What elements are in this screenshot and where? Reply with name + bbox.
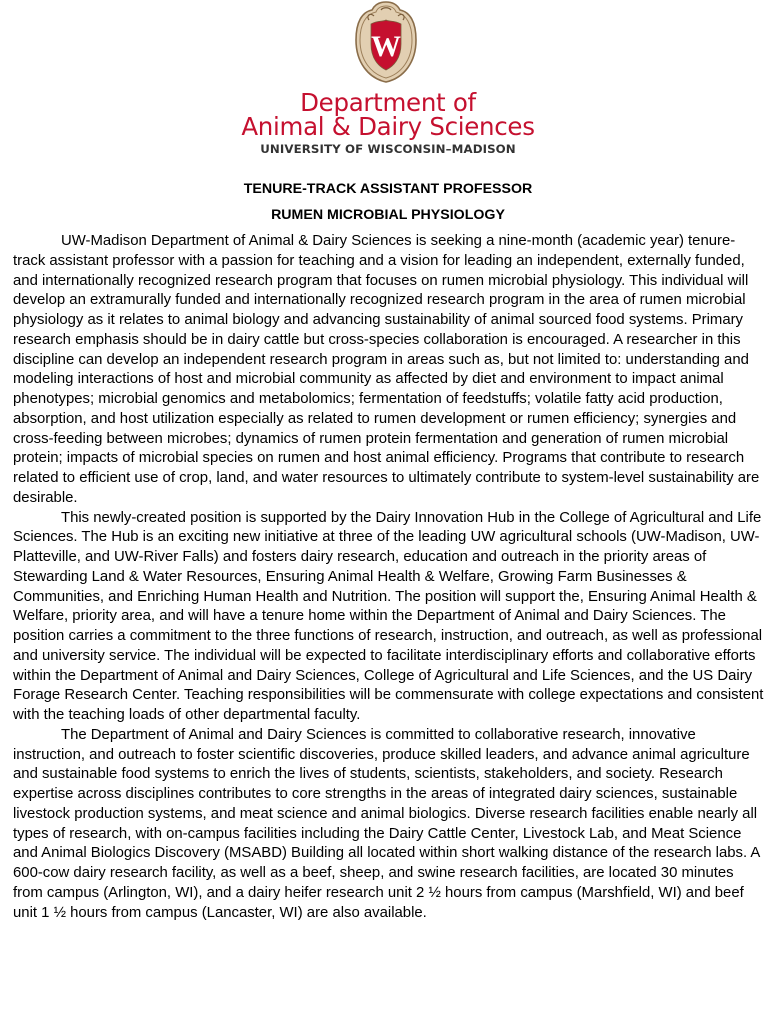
department-name-line2: Animal & Dairy Sciences bbox=[241, 112, 535, 141]
university-name: UNIVERSITY OF WISCONSIN–MADISON bbox=[260, 142, 516, 156]
document-body bbox=[13, 232, 765, 923]
position-subtitle: RUMEN MICROBIAL PHYSIOLOGY bbox=[271, 207, 505, 223]
paragraph-department-facilities: The Department of Animal and Dairy Sciences is committed to collaborative research, innovative instruction, and outreach to foster scientific discoveries, produce skilled leaders, and advance animal agriculture and sustainable food systems to enrich the lives of students, scientists, stakeholders, and society. Research expertise across disciplines contributes to core strengths in the areas of integrated dairy sciences, sustainable livestock production systems, and meat science and animal biologics. Diverse research facilities enable nearly all types of research, with on-campus facilities including the Dairy Cattle Center, Livestock Lab, and Meat Science and Animal Biologics Discovery (MSABD) Building all located within short walking distance of the research labs. A 600-cow dairy research facility, as well as a beef, sheep, and swine research facilities, are located 30 minutes from campus (Arlington, WI), and a dairy heifer research unit 2 ½ hours from campus (Marshfield, WI) and beef unit 1 ½ hours from campus (Lancaster, WI) are also available. bbox=[13, 726, 760, 921]
department-name-line1: Department of bbox=[300, 88, 476, 117]
paragraph-dairy-innovation-hub: This newly-created position is supported by the Dairy Innovation Hub in the College of Agricultural and Life Sciences. The Hub is an exciting new initiative at three of the leading UW agricultural schools (UW-Madison, UW-Platteville, and UW-River Falls) and fosters dairy research, education and outreach in the priority areas of Stewarding Land & Water Resources, Ensuring Animal Health & Welfare, Growing Farm Businesses & Communities, and Enriching Human Health and Nutrition. The position will support the, Ensuring Animal Health & Welfare, priority area, and will have a tenure home within the Department of Animal and Dairy Sciences. The position carries a commitment to the three functions of research, instruction, and outreach, as well as professional and university service. The individual will be expected to facilitate interdisciplinary efforts and collaborative efforts within the Department of Animal and Dairy Sciences, College of Agricultural and Life Sciences, and the US Dairy Forage Research Center. Teaching responsibilities will be commensurate with college expectations and consistent with the teaching loads of other departmental faculty. bbox=[13, 509, 764, 723]
position-title: TENURE-TRACK ASSISTANT PROFESSOR bbox=[243, 181, 533, 197]
uw-crest-logo bbox=[354, 0, 418, 84]
paragraph-position-overview: UW-Madison Department of Animal & Dairy Sciences is seeking a nine-month (academic year) tenure-track assistant professor with a passion for teaching and a vision for leading an independent, externally funded, and internationally recognized research program that focuses on rumen microbial physiology. This individual will develop an extramurally funded and internationally recognized research program in the area of rumen microbial physiology as it relates to animal biology and advancing sustainability of animal sourced food systems. Primary research emphasis should be in dairy cattle but cross-species collaboration is encouraged. A researcher in this discipline can develop an independent research program in areas such as, but not limited to: understanding and modeling interactions of host and microbial community as affected by diet and environment to impact animal phenotypes; microbial genomics and metabolomics; fermentation of feedstuffs; volatile fatty acid production, absorption, and host utilization especially as related to rumen development or rumen efficiency; synergies and cross-feeding between microbes; dynamics of rumen protein fermentation and generation of rumen microbial protein; impacts of microbial species on rumen and host animal efficiency. Programs that contribute to research related to efficient use of crop, land, and water resources to ultimately contribute to system-level sustainability are desirable. bbox=[13, 233, 760, 506]
crest-letter: W bbox=[371, 30, 401, 63]
